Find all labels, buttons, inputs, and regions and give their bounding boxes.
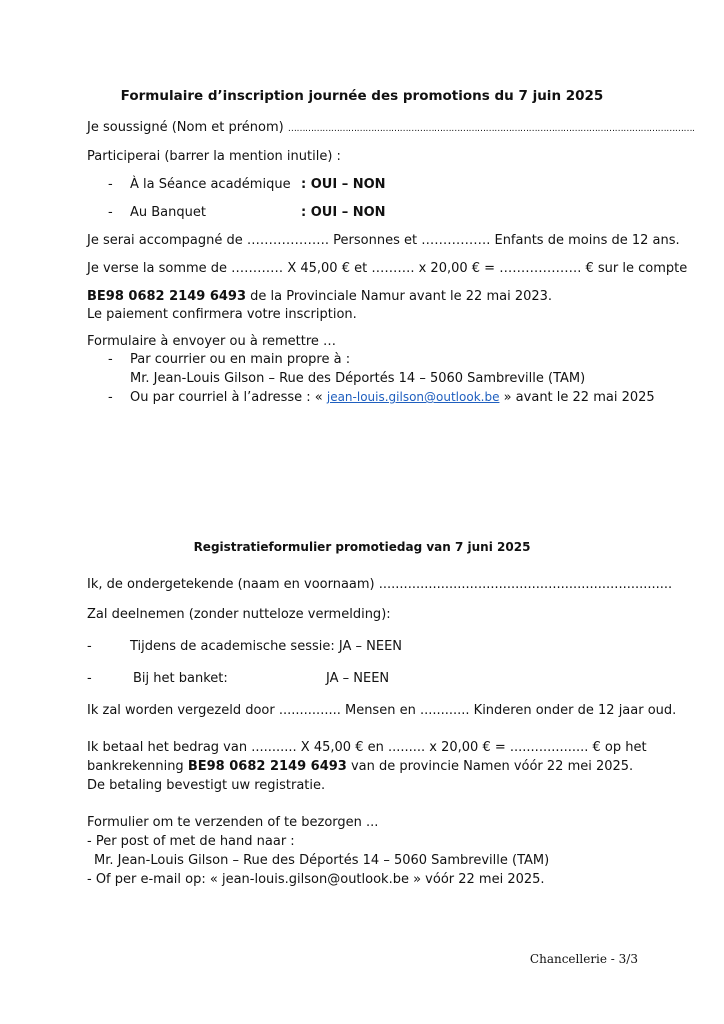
nl-item2-dash: - <box>87 671 92 686</box>
nl-item2-answer: JA – NEEN <box>326 671 390 686</box>
nl-bank-pre: bankrekenning <box>87 759 188 774</box>
fr-iban-line <box>87 289 552 304</box>
nl-bank-line <box>87 759 633 774</box>
nl-accompanied: Ik zal worden vergezeld door ............... Mensen en ............ Kinderen onder de 12 jaar oud. <box>87 703 677 718</box>
fr-item2-label: Au Banquet <box>130 205 206 220</box>
nl-bank-post: van de provincie Namen vóór 22 mei 2025. <box>346 759 634 774</box>
page-footer: Chancellerie - 3/3 <box>529 952 638 966</box>
fr-title: Formulaire d’inscription journée des promotions du 7 juin 2025 <box>120 88 604 104</box>
nl-item1-dash: - <box>87 639 92 654</box>
fr-item2-answer: : OUI – NON <box>301 205 386 220</box>
nl-address: Mr. Jean-Louis Gilson – Rue des Déportés 14 – 5060 Sambreville (TAM) <box>94 853 550 868</box>
fr-send2-post: » avant le 22 mai 2025 <box>499 390 655 405</box>
nl-iban: BE98 0682 2149 6493 <box>187 759 347 774</box>
fr-send2-pre: Ou par courriel à l’adresse : « <box>130 390 327 405</box>
nl-pay-line: Ik betaal het bedrag van ........... X 45,00 € en ......... x 20,00 € = ................... € op het <box>87 740 647 755</box>
fr-name-label: Je soussigné (Nom et prénom) <box>87 120 288 135</box>
nl-title: Registratieformulier promotiedag van 7 juni 2025 <box>193 540 531 554</box>
fr-send: Formulaire à envoyer ou à remettre … <box>87 334 337 349</box>
fr-name-dots: ……………………………………………………………………………………………………………………………. <box>287 124 695 134</box>
nl-participate: Zal deelnemen (zonder nutteloze vermelding): <box>87 607 391 622</box>
fr-address: Mr. Jean-Louis Gilson – Rue des Déportés 14 – 5060 Sambreville (TAM) <box>130 371 586 386</box>
fr-send2-line <box>130 390 655 405</box>
email-link[interactable]: jean-louis.gilson@outlook.be <box>326 390 500 404</box>
nl-name-line: Ik, de ondergetekende (naam en voornaam) ....................................................................... <box>87 577 673 592</box>
fr-item1-dash: - <box>108 177 113 192</box>
fr-item1-answer: : OUI – NON <box>301 177 386 192</box>
nl-confirm: De betaling bevestigt uw registratie. <box>87 778 326 793</box>
fr-send1-dash: - <box>108 352 113 367</box>
nl-send1: - Per post of met de hand naar : <box>87 834 295 849</box>
fr-item1-label: À la Séance académique <box>130 177 291 192</box>
fr-item2-dash: - <box>108 205 113 220</box>
fr-send2-dash: - <box>108 390 113 405</box>
fr-participate: Participerai (barrer la mention inutile) : <box>87 149 341 164</box>
fr-send1: Par courrier ou en main propre à : <box>130 352 351 367</box>
nl-send: Formulier om te verzenden of te bezorgen ... <box>87 815 379 830</box>
fr-confirm: Le paiement confirmera votre inscription. <box>87 307 357 322</box>
fr-name-line <box>87 120 695 135</box>
fr-iban: BE98 0682 2149 6493 <box>87 289 247 304</box>
fr-iban-rest: de la Provinciale Namur avant le 22 mai 2023. <box>246 289 553 304</box>
nl-send2: - Of per e-mail op: « jean-louis.gilson@outlook.be » vóór 22 mei 2025. <box>87 872 545 887</box>
nl-item2-label: Bij het banket: <box>133 671 228 686</box>
fr-accompanied: Je serai accompagné de ………………. Personnes et ……………. Enfants de moins de 12 ans. <box>87 233 680 248</box>
fr-pay-line: Je verse la somme de ………… X 45,00 € et ………. x 20,00 € = ………………. € sur le compte <box>87 261 688 276</box>
nl-item1-label: Tijdens de academische sessie: JA – NEEN <box>130 639 403 654</box>
